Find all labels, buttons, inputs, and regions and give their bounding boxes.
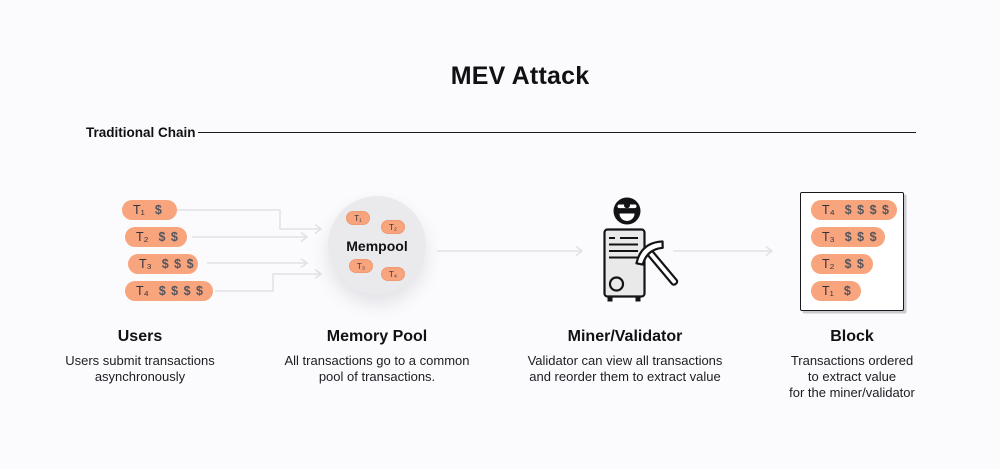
transaction-value: $ $ $ $: [158, 284, 204, 298]
server-tower-icon: [605, 230, 645, 302]
block-transaction-t1: [811, 281, 861, 301]
mempool-transaction-t1: T₁: [346, 211, 370, 225]
miner-validator-description-line: Validator can view all transactions: [527, 353, 723, 368]
transaction-value: $ $ $: [161, 257, 195, 271]
mempool-transaction-t4: T₄: [381, 267, 405, 281]
transaction-pill-t1: [122, 200, 177, 220]
memory-pool-heading: Memory Pool: [326, 328, 428, 345]
transaction-value: $ $: [844, 257, 865, 271]
user-to-mempool-arrows: [177, 210, 321, 291]
transaction-value: $ $ $ $: [844, 203, 890, 217]
miner-face-icon: [614, 198, 641, 225]
miner-to-block-arrow: [673, 247, 772, 256]
transaction-label: T₁: [133, 203, 145, 217]
block-description-line: for the miner/validator: [789, 385, 915, 400]
block-heading: Block: [830, 328, 874, 345]
block-caption: [742, 328, 962, 401]
users-caption: [30, 328, 250, 385]
transaction-value: $: [843, 284, 852, 298]
transaction-pill-t4: [125, 281, 213, 301]
transaction-label: T₃: [822, 230, 835, 244]
transaction-label: T₃: [139, 257, 152, 271]
page-title: MEV Attack: [450, 62, 590, 90]
transaction-label: T₄: [136, 284, 149, 298]
transaction-pill-t3: [128, 254, 198, 274]
miner-validator-description-line: and reorder them to extract value: [529, 369, 721, 384]
transaction-label: T₁: [822, 284, 834, 298]
transaction-pill-t2: [125, 227, 187, 247]
block-transaction-t4: [811, 200, 897, 220]
mempool-circle-label: Mempool: [346, 238, 408, 254]
memory-pool-description-line: pool of transactions.: [318, 369, 436, 384]
miner-validator-heading: Miner/Validator: [567, 328, 683, 345]
mempool-to-miner-arrow: [437, 247, 582, 256]
transaction-value: $ $: [158, 230, 179, 244]
block-description-line: to extract value: [807, 369, 897, 384]
transaction-value: $: [154, 203, 163, 217]
users-description-line: Users submit transactions: [65, 353, 215, 368]
mempool-transaction-t3: T₃: [349, 259, 373, 273]
memory-pool-caption: [267, 328, 487, 385]
transaction-label: T₄: [822, 203, 835, 217]
block-transaction-t2: [811, 254, 873, 274]
users-description-line: asynchronously: [94, 369, 186, 384]
mempool-transaction-t2: T₂: [381, 220, 405, 234]
section-label: Traditional Chain: [86, 125, 196, 140]
memory-pool-description-line: All transactions go to a common: [284, 353, 470, 368]
transaction-value: $ $ $: [844, 230, 878, 244]
transaction-label: T₂: [136, 230, 149, 244]
transaction-label: T₂: [822, 257, 835, 271]
miner-validator-caption: [515, 328, 735, 385]
block-transaction-t3: [811, 227, 885, 247]
block-description-line: Transactions ordered: [790, 353, 914, 368]
users-heading: Users: [117, 328, 163, 345]
